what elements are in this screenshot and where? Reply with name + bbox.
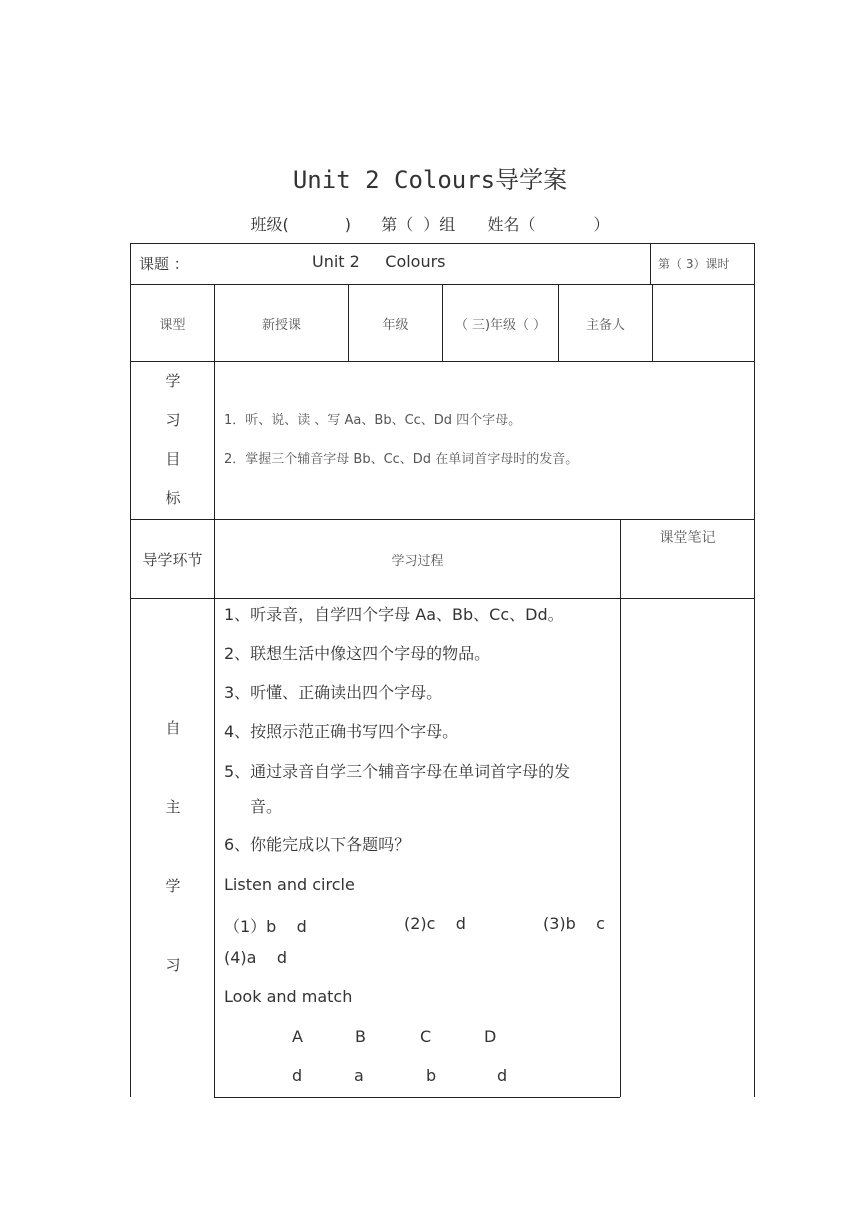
study-step: 5、通过录音自学三个辅音字母在单词首字母的发: [224, 762, 571, 781]
match-lower-letter: a: [354, 1066, 364, 1085]
match-heading: Look and match: [224, 987, 353, 1006]
self-study-char: 习: [165, 956, 181, 974]
group-label: 第（: [381, 215, 414, 234]
preparer-label: 主备人: [585, 317, 625, 333]
study-step-continued: 音。: [250, 797, 283, 816]
match-lower-letter: b: [426, 1066, 437, 1085]
grade-label: 年级: [382, 317, 409, 333]
period-label: 第（ 3）课时: [658, 257, 730, 271]
study-step: 2、联想生活中像这四个字母的物品。: [224, 644, 491, 663]
match-upper-letter: C: [420, 1027, 432, 1046]
notes-header: 课堂笔记: [659, 530, 716, 546]
self-study-char: 主: [165, 798, 181, 816]
table-border-top: [130, 243, 755, 244]
match-upper-letter: D: [484, 1027, 497, 1046]
match-upper-letter: A: [292, 1027, 303, 1046]
study-step: 4、按照示范正确书写四个字母。: [224, 722, 459, 741]
grade-value: （ 三)年级（ ）: [454, 317, 547, 333]
group-close: ）组: [423, 215, 456, 234]
lesson-type-value: 新授课: [261, 317, 301, 333]
study-step: 3、听懂、正确读出四个字母。: [224, 683, 443, 702]
listen-item: (3)b c: [543, 914, 605, 933]
topic-value: Unit 2 Colours: [312, 252, 446, 271]
table-divider: [620, 519, 621, 1097]
name-close: ）: [593, 215, 610, 234]
learning-goal: 2．掌握三个辅音字母 Bb、Cc、Dd 在单词首字母时的发音。: [224, 452, 579, 467]
class-close: ): [344, 215, 352, 234]
process-header: 学习过程: [391, 553, 444, 569]
listen-item: (2)c d: [404, 914, 466, 933]
title-chinese: 导学案: [495, 166, 568, 194]
goals-label-char: 习: [165, 411, 181, 429]
student-info-line: [0, 212, 860, 235]
listen-item: （1）b d: [224, 917, 307, 936]
table-border-right: [754, 243, 755, 1097]
table-divider: [130, 598, 755, 599]
document-title: [0, 160, 860, 195]
class-label: 班级(: [250, 215, 289, 234]
listen-item: (4)a d: [224, 948, 287, 967]
stage-header: 导学环节: [142, 550, 203, 569]
listen-heading: Listen and circle: [224, 875, 355, 894]
lesson-type-label: 课型: [159, 317, 186, 333]
match-upper-letter: B: [355, 1027, 366, 1046]
match-lower-letter: d: [497, 1066, 508, 1085]
title-english: Unit 2 Colours: [292, 166, 496, 194]
goals-label-char: 标: [165, 489, 181, 507]
topic-label: 课题 ：: [139, 255, 189, 273]
goals-label-char: 目: [165, 450, 181, 468]
goals-label-char: 学: [165, 372, 181, 390]
preparer-value: [653, 285, 754, 361]
process-bottom-border: [214, 1097, 620, 1098]
study-step: 6、你能完成以下各题吗？: [224, 835, 411, 854]
learning-goal: 1．听、说、读 、写 Aa、Bb、Cc、Dd 四个字母。: [224, 413, 522, 428]
self-study-char: 学: [165, 877, 181, 895]
match-lower-letter: d: [292, 1066, 303, 1085]
self-study-char: 自: [165, 719, 181, 737]
table-divider: [130, 361, 755, 362]
study-step: 1、听录音，自学四个字母 Aa、Bb、Cc、Dd。: [224, 605, 564, 624]
table-divider: [650, 243, 651, 284]
name-label: 姓名（: [487, 215, 536, 234]
